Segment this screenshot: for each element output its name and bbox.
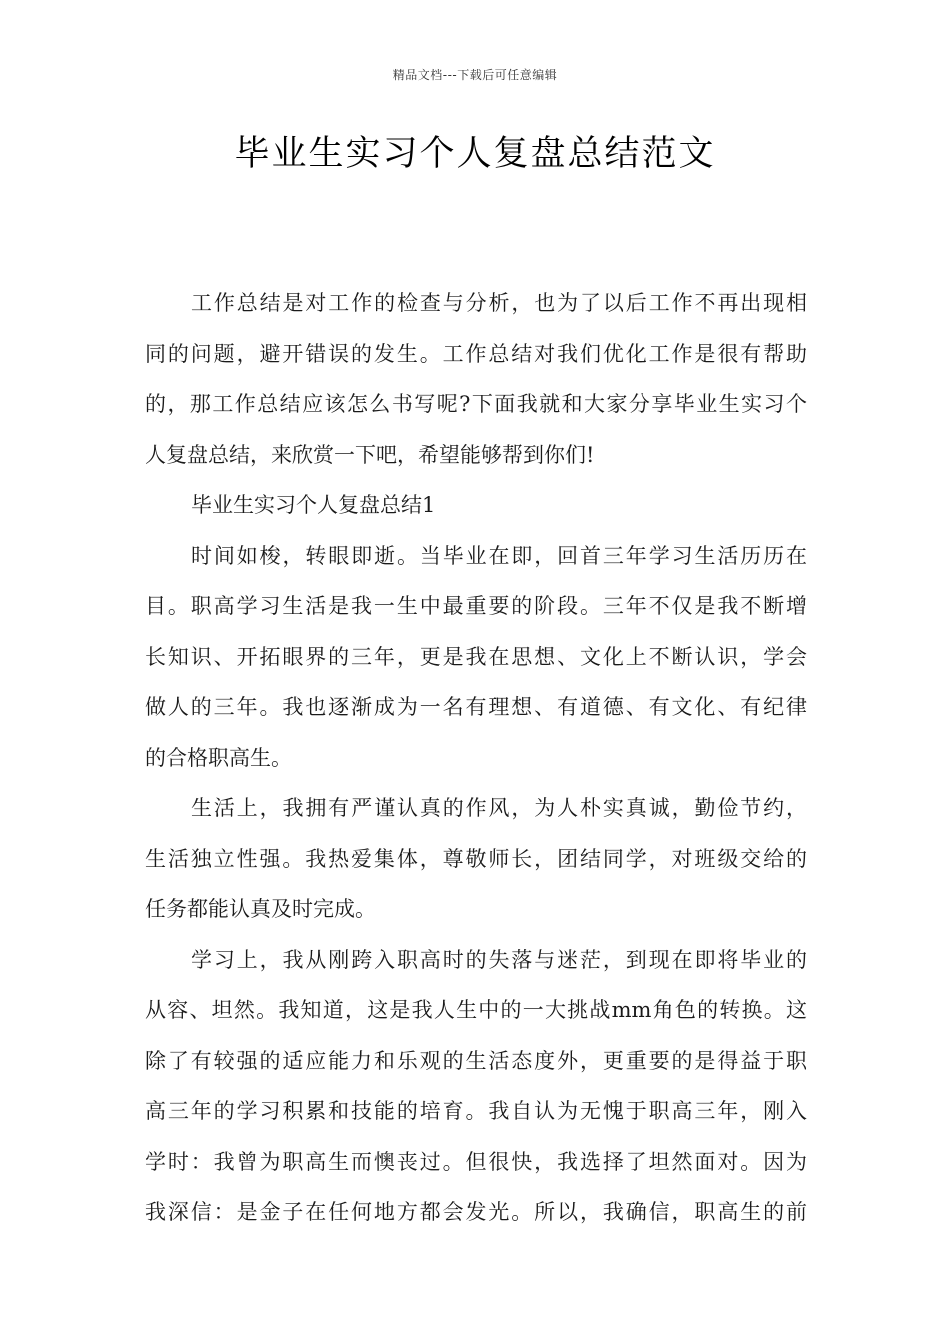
paragraph-time <box>145 531 807 784</box>
text-line: 学时：我曾为职高生而懊丧过。但很快，我选择了坦然面对。因为 <box>145 1149 807 1174</box>
text-line: 我深信：是金子在任何地方都会发光。所以，我确信，职高生的前 <box>145 1200 807 1224</box>
text-line: 学习上，我从刚跨入职高时的失落与迷茫，到现在即将毕业的 <box>191 947 807 972</box>
text-line: 高三年的学习积累和技能的培育。我自认为无愧于职高三年，刚入 <box>145 1099 807 1123</box>
paragraph-life <box>145 783 807 935</box>
section-heading-text: 毕业生实习个人复盘总结1 <box>191 493 436 517</box>
text-line: 人复盘总结，来欣赏一下吧，希望能够帮到你们! <box>145 442 595 467</box>
text-line: 生活上，我拥有严谨认真的作风，为人朴实真诚，勤俭节约， <box>191 796 807 820</box>
text-line: 除了有较强的适应能力和乐观的生活态度外，更重要的是得益于职 <box>145 1048 807 1073</box>
document-title: 毕业生实习个人复盘总结范文 <box>234 134 716 174</box>
text-line: 生活独立性强。我热爱集体，尊敬师长，团结同学，对班级交给的 <box>145 846 807 871</box>
paragraph-study <box>145 935 807 1238</box>
text-line: 的合格职高生。 <box>145 745 292 770</box>
text-line: 的，那工作总结应该怎么书写呢?下面我就和大家分享毕业生实习个 <box>145 392 807 416</box>
text-line: 做人的三年。我也逐渐成为一名有理想、有道德、有文化、有纪律 <box>145 695 807 719</box>
text-line: 同的问题，避开错误的发生。工作总结对我们优化工作是很有帮助 <box>145 341 807 366</box>
text-line: 任务都能认真及时完成。 <box>145 897 376 921</box>
page-header: 精品文档---下载后可任意编辑 <box>392 68 558 82</box>
section-heading <box>145 480 807 531</box>
text-line: 工作总结是对工作的检查与分析，也为了以后工作不再出现相 <box>191 291 807 315</box>
text-line: 从容、坦然。我知道，这是我人生中的一大挑战mm角色的转换。这 <box>145 998 807 1022</box>
document-body <box>145 278 807 1238</box>
text-line: 目。职高学习生活是我一生中最重要的阶段。三年不仅是我不断增 <box>145 594 807 618</box>
text-line: 时间如梭，转眼即逝。当毕业在即，回首三年学习生活历历在 <box>191 543 807 568</box>
intro-paragraph <box>145 278 807 480</box>
text-line: 长知识、开拓眼界的三年，更是我在思想、文化上不断认识，学会 <box>145 644 807 669</box>
